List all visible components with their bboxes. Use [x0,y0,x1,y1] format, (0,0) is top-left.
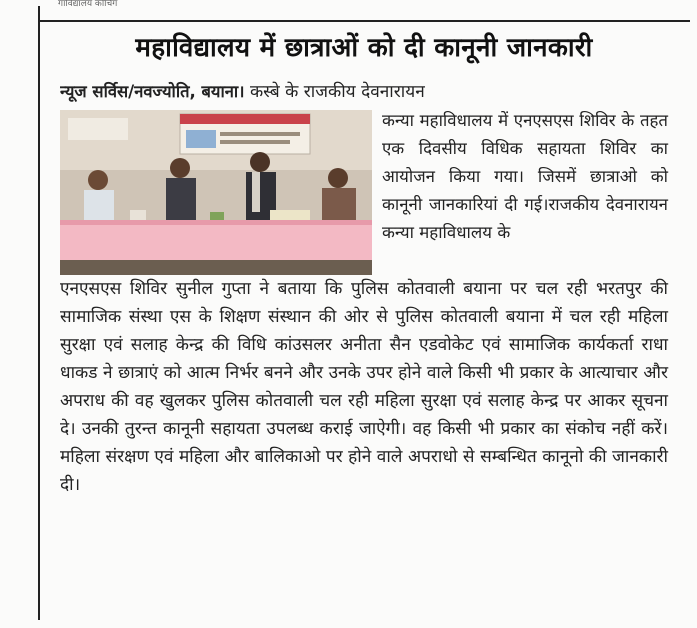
event-photo-icon [60,110,372,275]
article-intro-line [60,78,668,106]
article-side-text: कन्या महाविधालय में एनएसएस शिविर के तहत एक दिवसीय विधिक सहायता शिविर का आयोजन किया गया। जिसमें छात्राओ को कानूनी जानकारियां दी गई।राजकीय देवनारायन कन्या महाविधालय के [382,110,668,242]
event-photo [60,110,372,275]
article-byline: न्यूज सर्विस/नवज्योति, बयाना। [60,82,245,101]
article-headline: महाविद्यालय में छात्राओं को दी कानूनी जानकारी [135,33,593,63]
top-strip-text: गाविद्यालय कोचिंग [58,0,118,8]
column-rule-vertical [38,6,40,620]
article-intro: कस्बे के राजकीय देवनारायन [249,82,425,102]
article-main-text: एनएसएस शिविर सुनील गुप्ता ने बताया कि पुलिस कोतवाली बयाना पर चल रही भरतपुर की सामाजिक संस्था एस के शिक्षण संस्थान की ओर से पुलिस कोतवाली बयाना में चल रही महिला सुरक्षा एवं सलाह केन्द्र की विधि कांउसलर अनीता सैन एडवोकेट एवं सामाजिक कार्यकर्ता राधा धाकड ने छात्राएं को आत्म निर्भर बनने और उनके उपर होने वाले किसी भी प्रकार के आत्याचार और अपराध की वह खुलकर पुलिस कोतवाली चल रही महिला सुरक्षा एवं सलाह केन्द्र पर आकर सूचना दे। उनकी तुरन्त कानूनी सहायता उपलब्ध कराई जाऐगी। वह किसी भी प्रकार का संकोच नहीं करें। महिला संरक्षण एवं महिला और बालिकाओ पर होने वाले अपराधो से सम्बन्धित कानूनो की जानकारी दी। [60,279,668,495]
article-body [60,78,668,499]
